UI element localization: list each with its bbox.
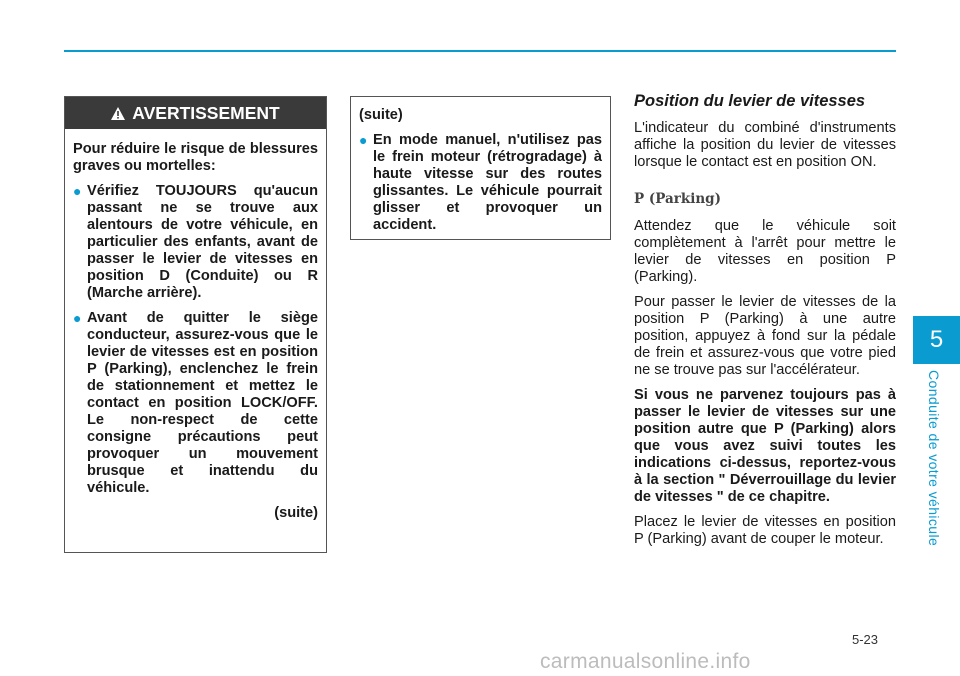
bold-paragraph: Si vous ne parvenez toujours pas à passer le levier de vitesses sur une position autre que P (Parking) alors que vous avez suivi toutes les indications ci-dessus, reportez-vous à la section " Déverrouillage du levier de vitesses " de ce chapitre.	[634, 387, 896, 505]
bullet-dot-icon: ●	[359, 132, 368, 148]
warning-bullet	[73, 310, 318, 497]
chapter-label: Conduite de votre véhicule	[926, 370, 942, 547]
parking-subheading: P (Parking)	[634, 191, 722, 207]
bullet-dot-icon: ●	[73, 310, 82, 326]
watermark: carmanualsonline.info	[540, 650, 751, 673]
warning-intro: Pour réduire le risque de blessures graves ou mortelles:	[73, 141, 318, 174]
continued-heading: (suite)	[359, 107, 403, 123]
continued-note: (suite)	[274, 505, 318, 521]
warning-box	[64, 96, 327, 553]
continued-bullet-text: En mode manuel, n'utilisez pas le frein moteur (rétrogradage) à haute vitesse sur des routes glissantes. Le véhicule pourrait glisser et provoquer un accident.	[373, 132, 602, 233]
top-rule	[64, 50, 896, 52]
page-number: 5-23	[852, 632, 879, 647]
warning-bullet	[73, 183, 318, 302]
warning-triangle-icon	[111, 107, 125, 120]
main-text-column	[634, 93, 896, 556]
warning-title: AVERTISSEMENT	[132, 102, 280, 123]
intro-paragraph: L'indicateur du combiné d'instruments affiche la position du levier de vitesses lorsque le contact est en position ON.	[634, 120, 896, 170]
section-title: Position du levier de vitesses	[634, 92, 866, 110]
paragraph: Pour passer le levier de vitesses de la position P (Parking) à une autre position, appuyez à fond sur la pédale de frein et assurez-vous que votre pied ne se trouve pas sur l'accélérateur.	[634, 294, 896, 378]
continued-warning-box	[350, 96, 611, 240]
continued-bullet	[359, 132, 602, 234]
chapter-number: 5	[929, 326, 944, 353]
chapter-tab	[913, 316, 960, 364]
warning-bullet-text: Avant de quitter le siège conducteur, assurez-vous que le levier de vitesses est en position P (Parking), enclenchez le frein de stationnement et mettez le contact en position LOCK/OFF. Le non-respect de cette consigne précautions peut provoquer un mouvement brusque et inattendu du véhicule.	[87, 310, 318, 496]
paragraph: Attendez que le véhicule soit complètement à l'arrêt pour mettre le levier de vitesses en position P (Parking).	[634, 218, 896, 285]
paragraph: Placez le levier de vitesses en position P (Parking) avant de couper le moteur.	[634, 514, 896, 547]
warning-header	[65, 97, 326, 129]
bullet-dot-icon: ●	[73, 183, 82, 199]
warning-bullet-text: Vérifiez TOUJOURS qu'aucun passant ne se trouve aux alentours de votre véhicule, en particulier des enfants, avant de passer le levier de vitesses en position D (Conduite) ou R (Marche arrière).	[87, 183, 318, 301]
